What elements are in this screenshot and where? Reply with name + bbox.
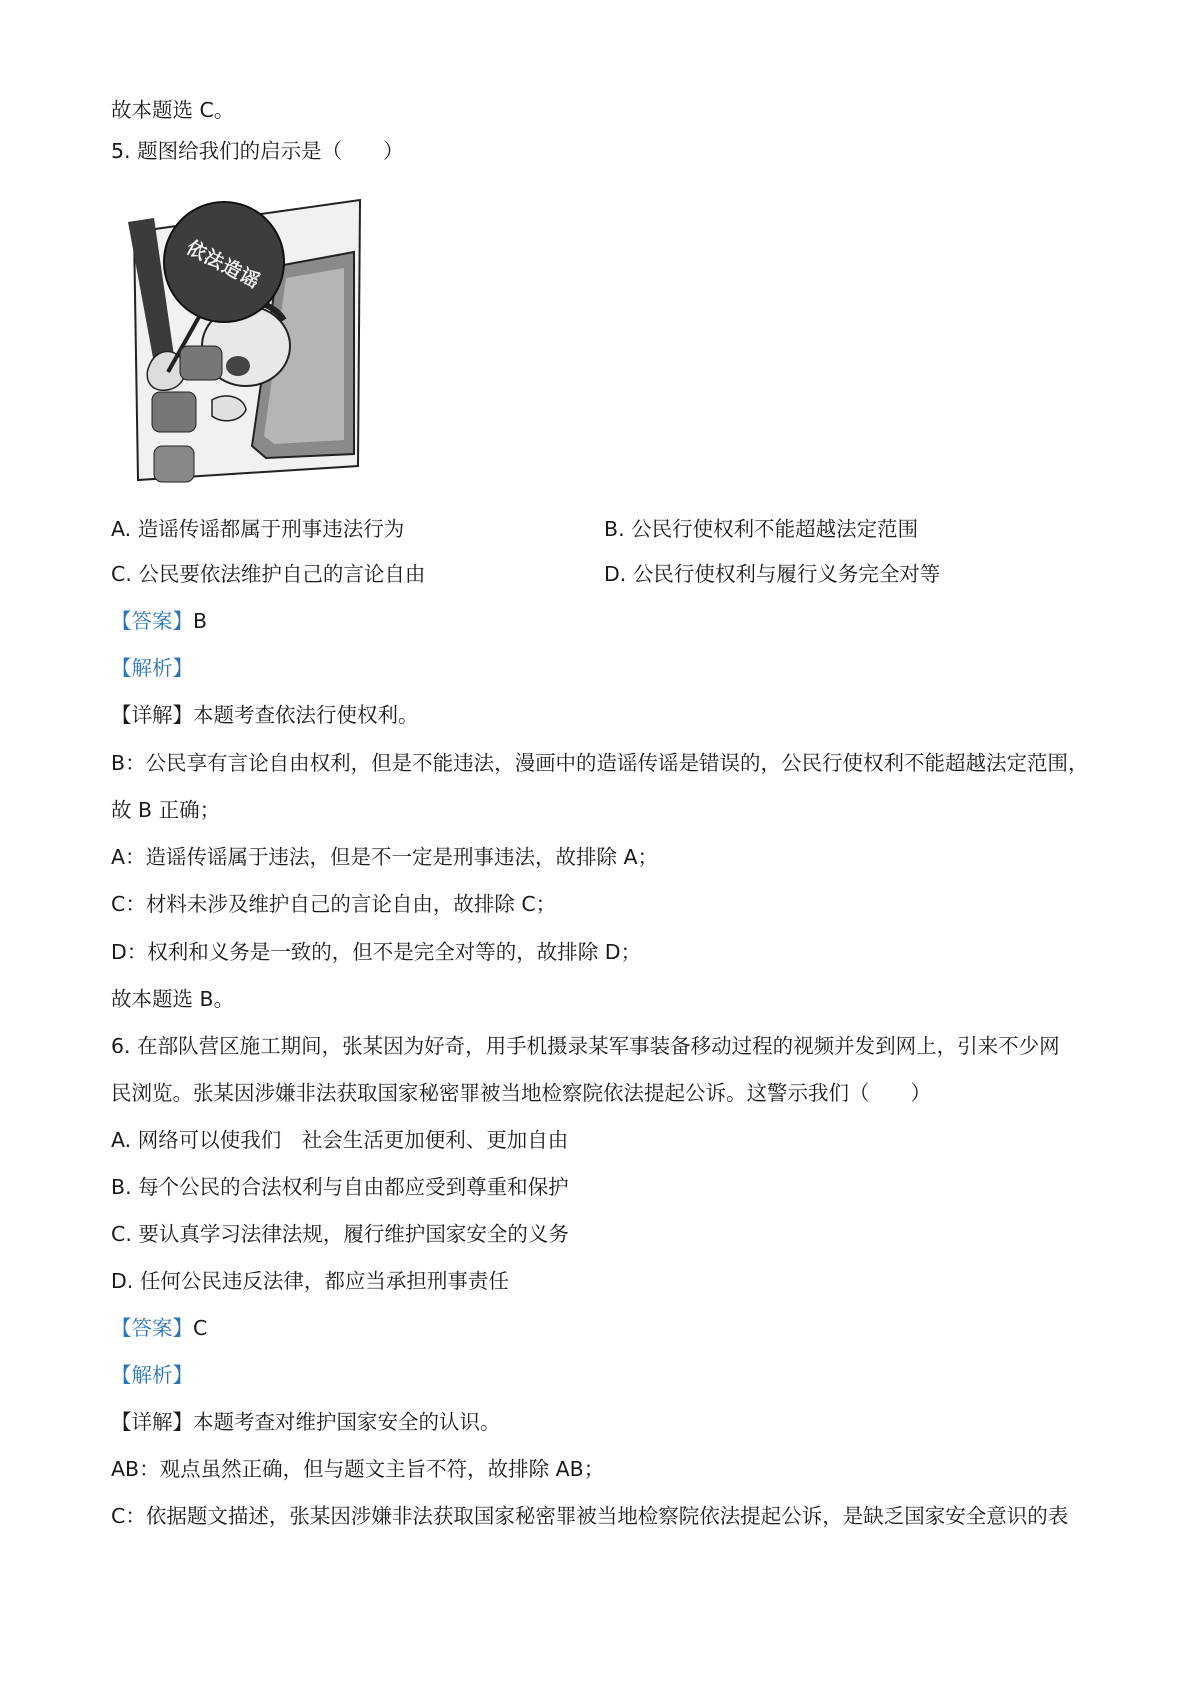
- q5-option-d: D. 公民行使权利与履行义务完全对等: [604, 562, 941, 586]
- q5-explain-c: C：材料未涉及维护自己的言论自由，故排除 C；: [111, 892, 557, 916]
- q6-option-b: B. 每个公民的合法权利与自由都应受到尊重和保护: [111, 1175, 569, 1199]
- q5-answer-tag: 【答案】: [111, 609, 193, 633]
- q6-option-d: D. 任何公民违反法律，都应当承担刑事责任: [111, 1269, 509, 1293]
- q5-explain-b-2: 故 B 正确；: [111, 798, 221, 822]
- q6-option-c: C. 要认真学习法律法规，履行维护国家安全的义务: [111, 1222, 569, 1246]
- q5-explain-d: D：权利和义务是一致的，但不是完全对等的，故排除 D；: [111, 940, 642, 964]
- q6-explain-ab: AB：观点虽然正确，但与题文主旨不符，故排除 AB；: [111, 1457, 605, 1481]
- q5-detail: 【详解】本题考查依法行使权利。: [111, 703, 419, 727]
- previous-conclusion: 故本题选 C。: [111, 98, 235, 122]
- q5-explain-a: A：造谣传谣属于违法，但是不一定是刑事违法，故排除 A；: [111, 845, 659, 869]
- q6-analysis-tag: 【解析】: [111, 1363, 193, 1387]
- q6-detail: 【详解】本题考查对维护国家安全的认识。: [111, 1410, 501, 1434]
- q5-option-b: B. 公民行使权利不能超越法定范围: [604, 517, 919, 541]
- q5-stem: 5. 题图给我们的启示是（ ）: [111, 139, 404, 163]
- q5-conclusion: 故本题选 B。: [111, 987, 235, 1011]
- q5-answer: B: [193, 609, 208, 633]
- q6-answer-tag: 【答案】: [111, 1316, 193, 1340]
- q5-explain-b-1: B：公民享有言论自由权利，但是不能违法，漫画中的造谣传谣是错误的，公民行使权利不能超越法定范围，: [111, 751, 1089, 775]
- q5-option-c: C. 公民要依法维护自己的言论自由: [111, 562, 426, 586]
- q6-explain-c: C：依据题文描述，张某因涉嫌非法获取国家秘密罪被当地检察院依法提起公诉，是缺乏国家安全意识的表: [111, 1504, 1069, 1528]
- paddle-text: 依法造谣: [182, 236, 264, 294]
- q6-answer-line: [111, 1313, 207, 1343]
- q6-stem-1: 6. 在部队营区施工期间，张某因为好奇，用手机摄录某军事装备移动过程的视频并发到网上，引来不少网: [111, 1034, 1060, 1058]
- q5-answer-line: [111, 606, 207, 636]
- q5-analysis-tag: 【解析】: [111, 656, 193, 680]
- q6-answer: C: [193, 1316, 208, 1340]
- cartoon-rumor-illustration-icon: [128, 196, 388, 498]
- q6-stem-2: 民浏览。张某因涉嫌非法获取国家秘密罪被当地检察院依法提起公诉。这警示我们（ ）: [111, 1081, 931, 1105]
- q5-option-a: A. 造谣传谣都属于刑事违法行为: [111, 517, 405, 541]
- q6-option-a: A. 网络可以使我们 社会生活更加便利、更加自由: [111, 1128, 569, 1152]
